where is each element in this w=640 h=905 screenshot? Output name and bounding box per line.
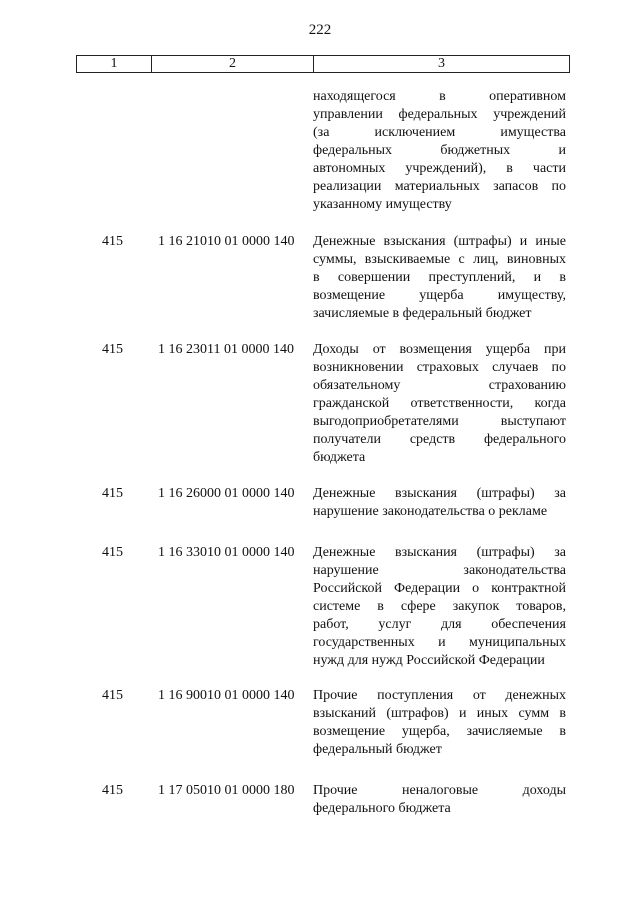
description-line: суммы, взыскиваемые с лиц, виновных [313, 252, 566, 267]
description-line: находящегося в оперативном [313, 89, 566, 104]
admin-code: 415 [102, 783, 123, 798]
description-line: гражданской ответственности, когда [313, 396, 566, 411]
description-line: Доходы от возмещения ущерба при [313, 342, 566, 357]
description-line: реализации материальных запасов по [313, 179, 566, 194]
revenue-description [313, 782, 566, 818]
header-col-2: 2 [152, 56, 314, 72]
description-line: взысканий (штрафов) и иных сумм в [313, 706, 566, 721]
description-line: (за исключением имущества [313, 125, 566, 140]
description-line: работ, услуг для обеспечения [313, 617, 566, 632]
budget-classification-code: 1 16 21010 01 0000 140 [158, 234, 295, 249]
admin-code: 415 [102, 688, 123, 703]
description-line: выгодоприобретателями выступают [313, 414, 566, 429]
revenue-description [313, 341, 566, 467]
description-line: нарушение законодательства [313, 563, 566, 578]
description-line: федеральных бюджетных и [313, 143, 566, 158]
admin-code: 415 [102, 486, 123, 501]
description-line: обязательному страхованию [313, 378, 566, 393]
revenue-description [313, 544, 566, 670]
description-line: нарушение законодательства о рекламе [313, 504, 548, 519]
description-line: Денежные взыскания (штрафы) за [313, 486, 566, 501]
description-line: федеральный бюджет [313, 742, 442, 757]
description-line: Денежные взыскания (штрафы) и иные [313, 234, 566, 249]
revenue-description [313, 88, 566, 214]
description-line: нужд для нужд Российской Федерации [313, 653, 545, 668]
admin-code: 415 [102, 342, 123, 357]
description-line: указанному имуществу [313, 197, 452, 212]
page-number: 222 [308, 22, 332, 38]
description-line: получатели средств федерального [313, 432, 566, 447]
description-line: государственных и муниципальных [313, 635, 566, 650]
budget-classification-code: 1 16 23011 01 0000 140 [158, 342, 294, 357]
header-col-3: 3 [438, 56, 445, 71]
revenue-description [313, 485, 566, 521]
description-line: возникновении страховых случаев по [313, 360, 566, 375]
description-line: системе в сфере закупок товаров, [313, 599, 566, 614]
description-line: возмещение ущерба имуществу, [313, 288, 566, 303]
description-line: возмещение ущерба, зачисляемые в [313, 724, 566, 739]
header-col-1: 1 [77, 56, 152, 72]
budget-classification-code: 1 17 05010 01 0000 180 [158, 783, 295, 798]
budget-classification-code: 1 16 90010 01 0000 140 [158, 688, 295, 703]
description-line: автономных учреждений), в части [313, 161, 566, 176]
description-line: в совершении преступлений, и в [313, 270, 566, 285]
description-line: Прочие поступления от денежных [313, 688, 566, 703]
admin-code: 415 [102, 234, 123, 249]
budget-classification-code: 1 16 33010 01 0000 140 [158, 545, 295, 560]
revenue-description [313, 233, 566, 323]
description-line: управлении федеральных учреждений [313, 107, 566, 122]
description-line: федерального бюджета [313, 801, 451, 816]
revenue-description [313, 687, 566, 759]
budget-classification-code: 1 16 26000 01 0000 140 [158, 486, 295, 501]
description-line: Прочие неналоговые доходы [313, 783, 566, 798]
description-line: Денежные взыскания (штрафы) за [313, 545, 566, 560]
table-header [76, 55, 570, 73]
description-line: бюджета [313, 450, 366, 465]
admin-code: 415 [102, 545, 123, 560]
description-line: Российской Федерации о контрактной [313, 581, 566, 596]
description-line: зачисляемые в федеральный бюджет [313, 306, 532, 321]
